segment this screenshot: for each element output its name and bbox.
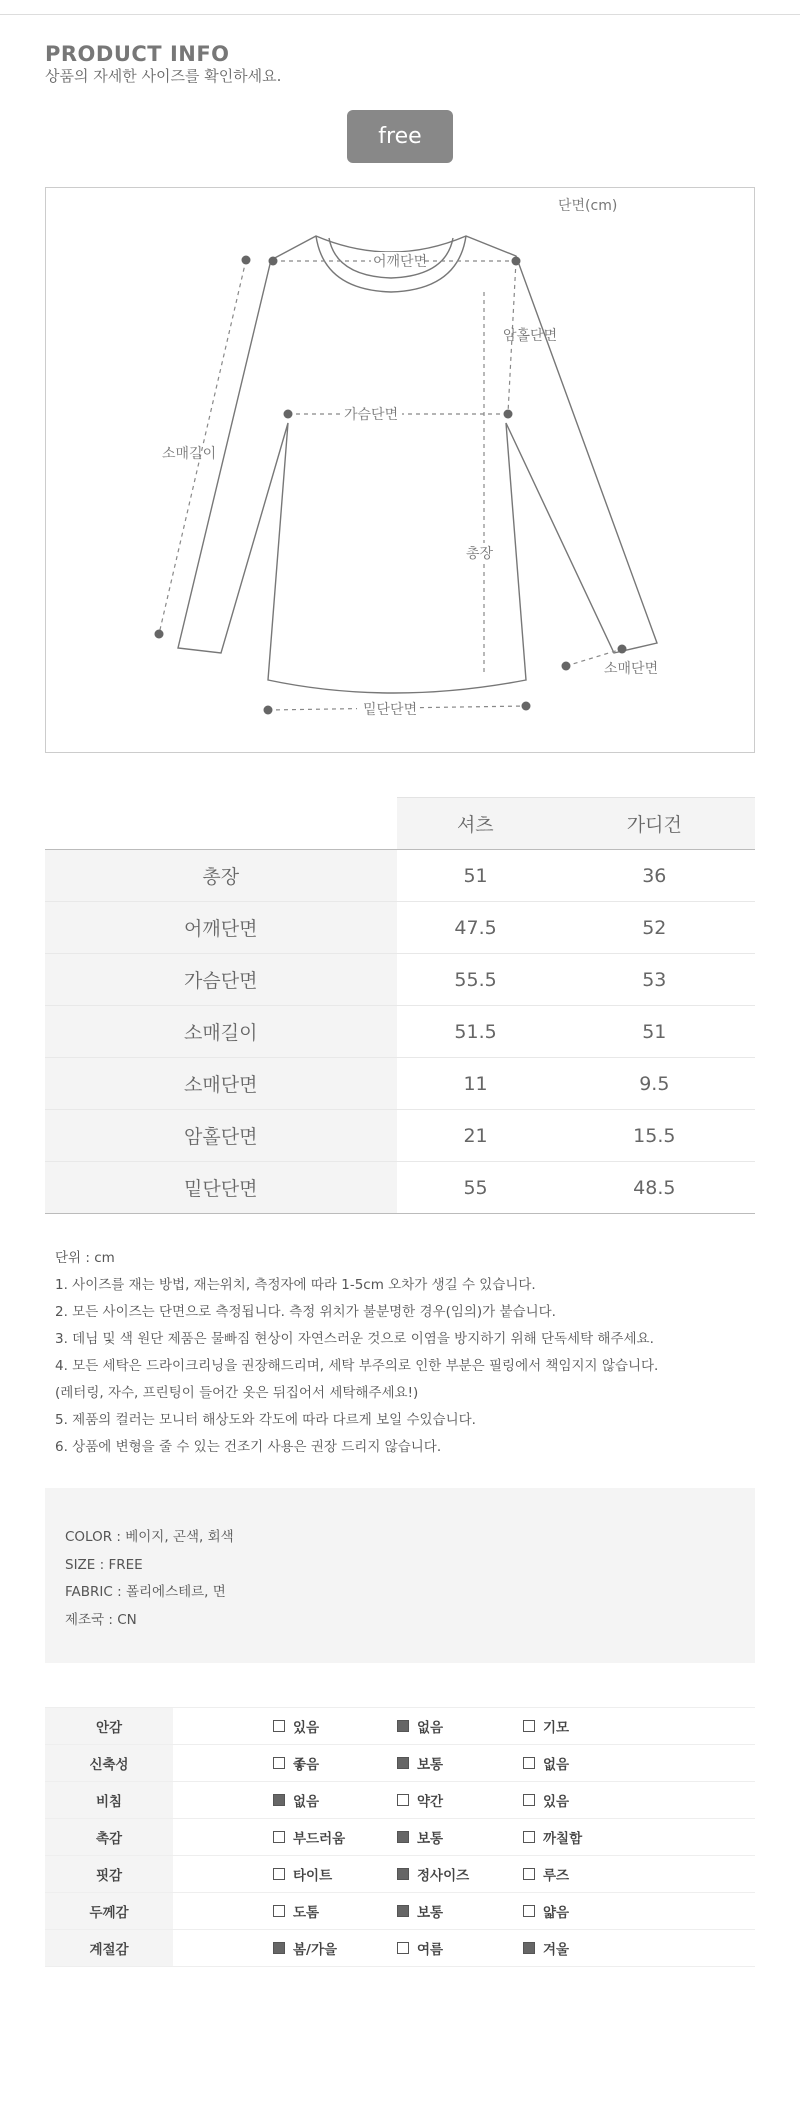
fabric-attributes-table: [45, 1707, 755, 1967]
label-sleeve-length: 소매길이: [162, 446, 217, 462]
row-label: 암홀단면: [45, 1110, 397, 1162]
attribute-option-label: 봄/가을: [293, 1942, 338, 1958]
note-line: 6. 상품에 변형을 줄 수 있는 건조기 사용은 권장 드리지 않습니다.: [55, 1439, 442, 1455]
checked-box-icon: [273, 1794, 285, 1806]
attribute-option-label: 약간: [417, 1794, 444, 1810]
table-row: [45, 954, 755, 1006]
info-color: COLOR : 베이지, 곤색, 회색: [65, 1529, 234, 1545]
unchecked-box-icon: [523, 1720, 535, 1732]
attribute-option: [523, 1901, 569, 1921]
cell-value: 21: [397, 1110, 554, 1162]
attribute-option: [523, 1827, 582, 1847]
attribute-option: [273, 1938, 397, 1958]
attribute-options: [173, 1782, 755, 1819]
cell-value: 47.5: [397, 902, 554, 954]
note-line: 단위 : cm: [55, 1250, 115, 1266]
size-table: [45, 797, 755, 1214]
unchecked-box-icon: [397, 1942, 409, 1954]
attribute-label: 신축성: [45, 1745, 173, 1782]
column-header-shirt: 셔츠: [397, 798, 554, 850]
attribute-option-label: 없음: [293, 1794, 320, 1810]
cell-value: 53: [554, 954, 755, 1006]
label-sleeve-width: 소매단면: [604, 661, 659, 677]
cell-value: 51.5: [397, 1006, 554, 1058]
label-hem: 밑단단면: [363, 702, 418, 718]
attribute-option: [273, 1716, 397, 1736]
top-divider: [0, 14, 800, 15]
checked-box-icon: [397, 1831, 409, 1843]
product-info-box: [45, 1488, 755, 1663]
attribute-option: [397, 1901, 523, 1921]
unchecked-box-icon: [397, 1794, 409, 1806]
row-label: 소매단면: [45, 1058, 397, 1110]
note-line: 1. 사이즈를 재는 방법, 재는위치, 측정자에 따라 1-5cm 오차가 생길 수 있습니다.: [55, 1277, 536, 1293]
label-total-length: 총장: [466, 546, 494, 562]
attribute-option: [397, 1827, 523, 1847]
attribute-label: 핏감: [45, 1856, 173, 1893]
checked-box-icon: [397, 1905, 409, 1917]
shirt-outline: [178, 236, 657, 693]
note-line: 2. 모든 사이즈는 단면으로 측정됩니다. 측정 위치가 불분명한 경우(임의)가 붙습니다.: [55, 1304, 556, 1320]
size-free-button[interactable]: free: [347, 110, 453, 163]
cell-value: 51: [397, 850, 554, 902]
attribute-option: [397, 1753, 523, 1773]
table-row: [45, 1110, 755, 1162]
row-label: 어깨단면: [45, 902, 397, 954]
attribute-options: [173, 1819, 755, 1856]
row-label: 총장: [45, 850, 397, 902]
checked-box-icon: [523, 1942, 535, 1954]
attribute-label: 비침: [45, 1782, 173, 1819]
attribute-label: 촉감: [45, 1819, 173, 1856]
row-label: 밑단단면: [45, 1162, 397, 1214]
unchecked-box-icon: [523, 1757, 535, 1769]
table-row: [45, 1006, 755, 1058]
cell-value: 55.5: [397, 954, 554, 1006]
table-row: [45, 1058, 755, 1110]
cell-value: 48.5: [554, 1162, 755, 1214]
attribute-options: [173, 1893, 755, 1930]
attribute-row: [45, 1708, 755, 1745]
attribute-option: [397, 1790, 523, 1810]
info-fabric: FABRIC : 폴리에스테르, 면: [65, 1584, 226, 1600]
attribute-option: [273, 1827, 397, 1847]
attribute-label: 두께감: [45, 1893, 173, 1930]
attribute-option: [523, 1716, 569, 1736]
attribute-row: [45, 1782, 755, 1819]
unchecked-box-icon: [273, 1720, 285, 1732]
attribute-option-label: 여름: [417, 1942, 444, 1958]
attribute-row: [45, 1893, 755, 1930]
attribute-option: [523, 1790, 569, 1810]
garment-measurement-illustration: [46, 188, 756, 754]
row-label: 가슴단면: [45, 954, 397, 1006]
checked-box-icon: [397, 1757, 409, 1769]
cell-value: 9.5: [554, 1058, 755, 1110]
column-header-cardigan: 가디건: [554, 798, 755, 850]
size-notes: [55, 1245, 755, 1461]
attribute-option-label: 타이트: [293, 1868, 333, 1884]
info-size: SIZE : FREE: [65, 1556, 143, 1573]
attribute-option-label: 좋음: [293, 1757, 320, 1773]
attribute-option: [523, 1938, 569, 1958]
attribute-option-label: 보통: [417, 1831, 444, 1847]
table-row: [45, 1162, 755, 1214]
attribute-option-label: 도톰: [293, 1905, 320, 1921]
attribute-option: [523, 1753, 569, 1773]
unchecked-box-icon: [523, 1868, 535, 1880]
page-title: PRODUCT INFO: [45, 42, 230, 66]
cell-value: 55: [397, 1162, 554, 1214]
attribute-option: [397, 1716, 523, 1736]
attribute-options: [173, 1856, 755, 1893]
attribute-option-label: 기모: [543, 1720, 570, 1736]
attribute-option: [523, 1864, 569, 1884]
attribute-options: [173, 1745, 755, 1782]
cell-value: 11: [397, 1058, 554, 1110]
attribute-option: [273, 1790, 397, 1810]
unchecked-box-icon: [273, 1905, 285, 1917]
attribute-label: 안감: [45, 1708, 173, 1745]
unchecked-box-icon: [273, 1868, 285, 1880]
note-line: 4. 모든 세탁은 드라이크리닝을 권장해드리며, 세탁 부주의로 인한 부분은 필링에서 책임지지 않습니다.: [55, 1358, 659, 1374]
attribute-option-label: 루즈: [543, 1868, 570, 1884]
attribute-row: [45, 1930, 755, 1967]
unchecked-box-icon: [523, 1831, 535, 1843]
attribute-option-label: 보통: [417, 1757, 444, 1773]
attribute-option-label: 보통: [417, 1905, 444, 1921]
label-chest: 가슴단면: [344, 407, 399, 423]
attribute-option-label: 없음: [543, 1757, 570, 1773]
label-armhole: 암홀단면: [503, 328, 558, 344]
note-line: 3. 데님 및 색 원단 제품은 물빠짐 현상이 자연스러운 것으로 이염을 방지하기 위해 단독세탁 해주세요.: [55, 1331, 654, 1347]
unchecked-box-icon: [523, 1794, 535, 1806]
size-diagram: [45, 187, 755, 753]
row-label: 소매길이: [45, 1006, 397, 1058]
attribute-row: [45, 1819, 755, 1856]
table-row: [45, 902, 755, 954]
note-line: (레터링, 자수, 프린팅이 들어간 옷은 뒤집어서 세탁해주세요!): [55, 1385, 419, 1401]
attribute-option-label: 까칠함: [543, 1831, 583, 1847]
attribute-options: [173, 1708, 755, 1745]
attribute-options: [173, 1930, 755, 1967]
checked-box-icon: [397, 1868, 409, 1880]
info-origin: 제조국 : CN: [65, 1611, 137, 1628]
checked-box-icon: [397, 1720, 409, 1732]
attribute-label: 계절감: [45, 1930, 173, 1967]
unchecked-box-icon: [273, 1831, 285, 1843]
attribute-option-label: 없음: [417, 1720, 444, 1736]
checked-box-icon: [273, 1942, 285, 1954]
unchecked-box-icon: [523, 1905, 535, 1917]
attribute-option-label: 정사이즈: [417, 1868, 470, 1884]
note-line: 5. 제품의 컬러는 모니터 해상도와 각도에 따라 다르게 보일 수있습니다.: [55, 1412, 476, 1428]
attribute-option-label: 있음: [543, 1794, 570, 1810]
cell-value: 51: [554, 1006, 755, 1058]
attribute-row: [45, 1856, 755, 1893]
attribute-row: [45, 1745, 755, 1782]
cell-value: 36: [554, 850, 755, 902]
cell-value: 52: [554, 902, 755, 954]
unchecked-box-icon: [273, 1757, 285, 1769]
cell-value: 15.5: [554, 1110, 755, 1162]
attribute-option: [397, 1938, 523, 1958]
attribute-option-label: 얇음: [543, 1905, 570, 1921]
unit-label: 단면(cm): [558, 198, 618, 214]
attribute-option: [273, 1901, 397, 1921]
attribute-option-label: 있음: [293, 1720, 320, 1736]
size-table-header: [45, 798, 755, 850]
attribute-option-label: 부드러움: [293, 1831, 346, 1847]
header-blank-cell: [45, 798, 397, 850]
attribute-option: [273, 1753, 397, 1773]
label-shoulder: 어깨단면: [373, 254, 428, 270]
attribute-option: [273, 1864, 397, 1884]
page-subtitle: 상품의 자세한 사이즈를 확인하세요.: [45, 67, 282, 85]
attribute-option: [397, 1864, 523, 1884]
attribute-option-label: 겨울: [543, 1942, 570, 1958]
table-row: [45, 850, 755, 902]
